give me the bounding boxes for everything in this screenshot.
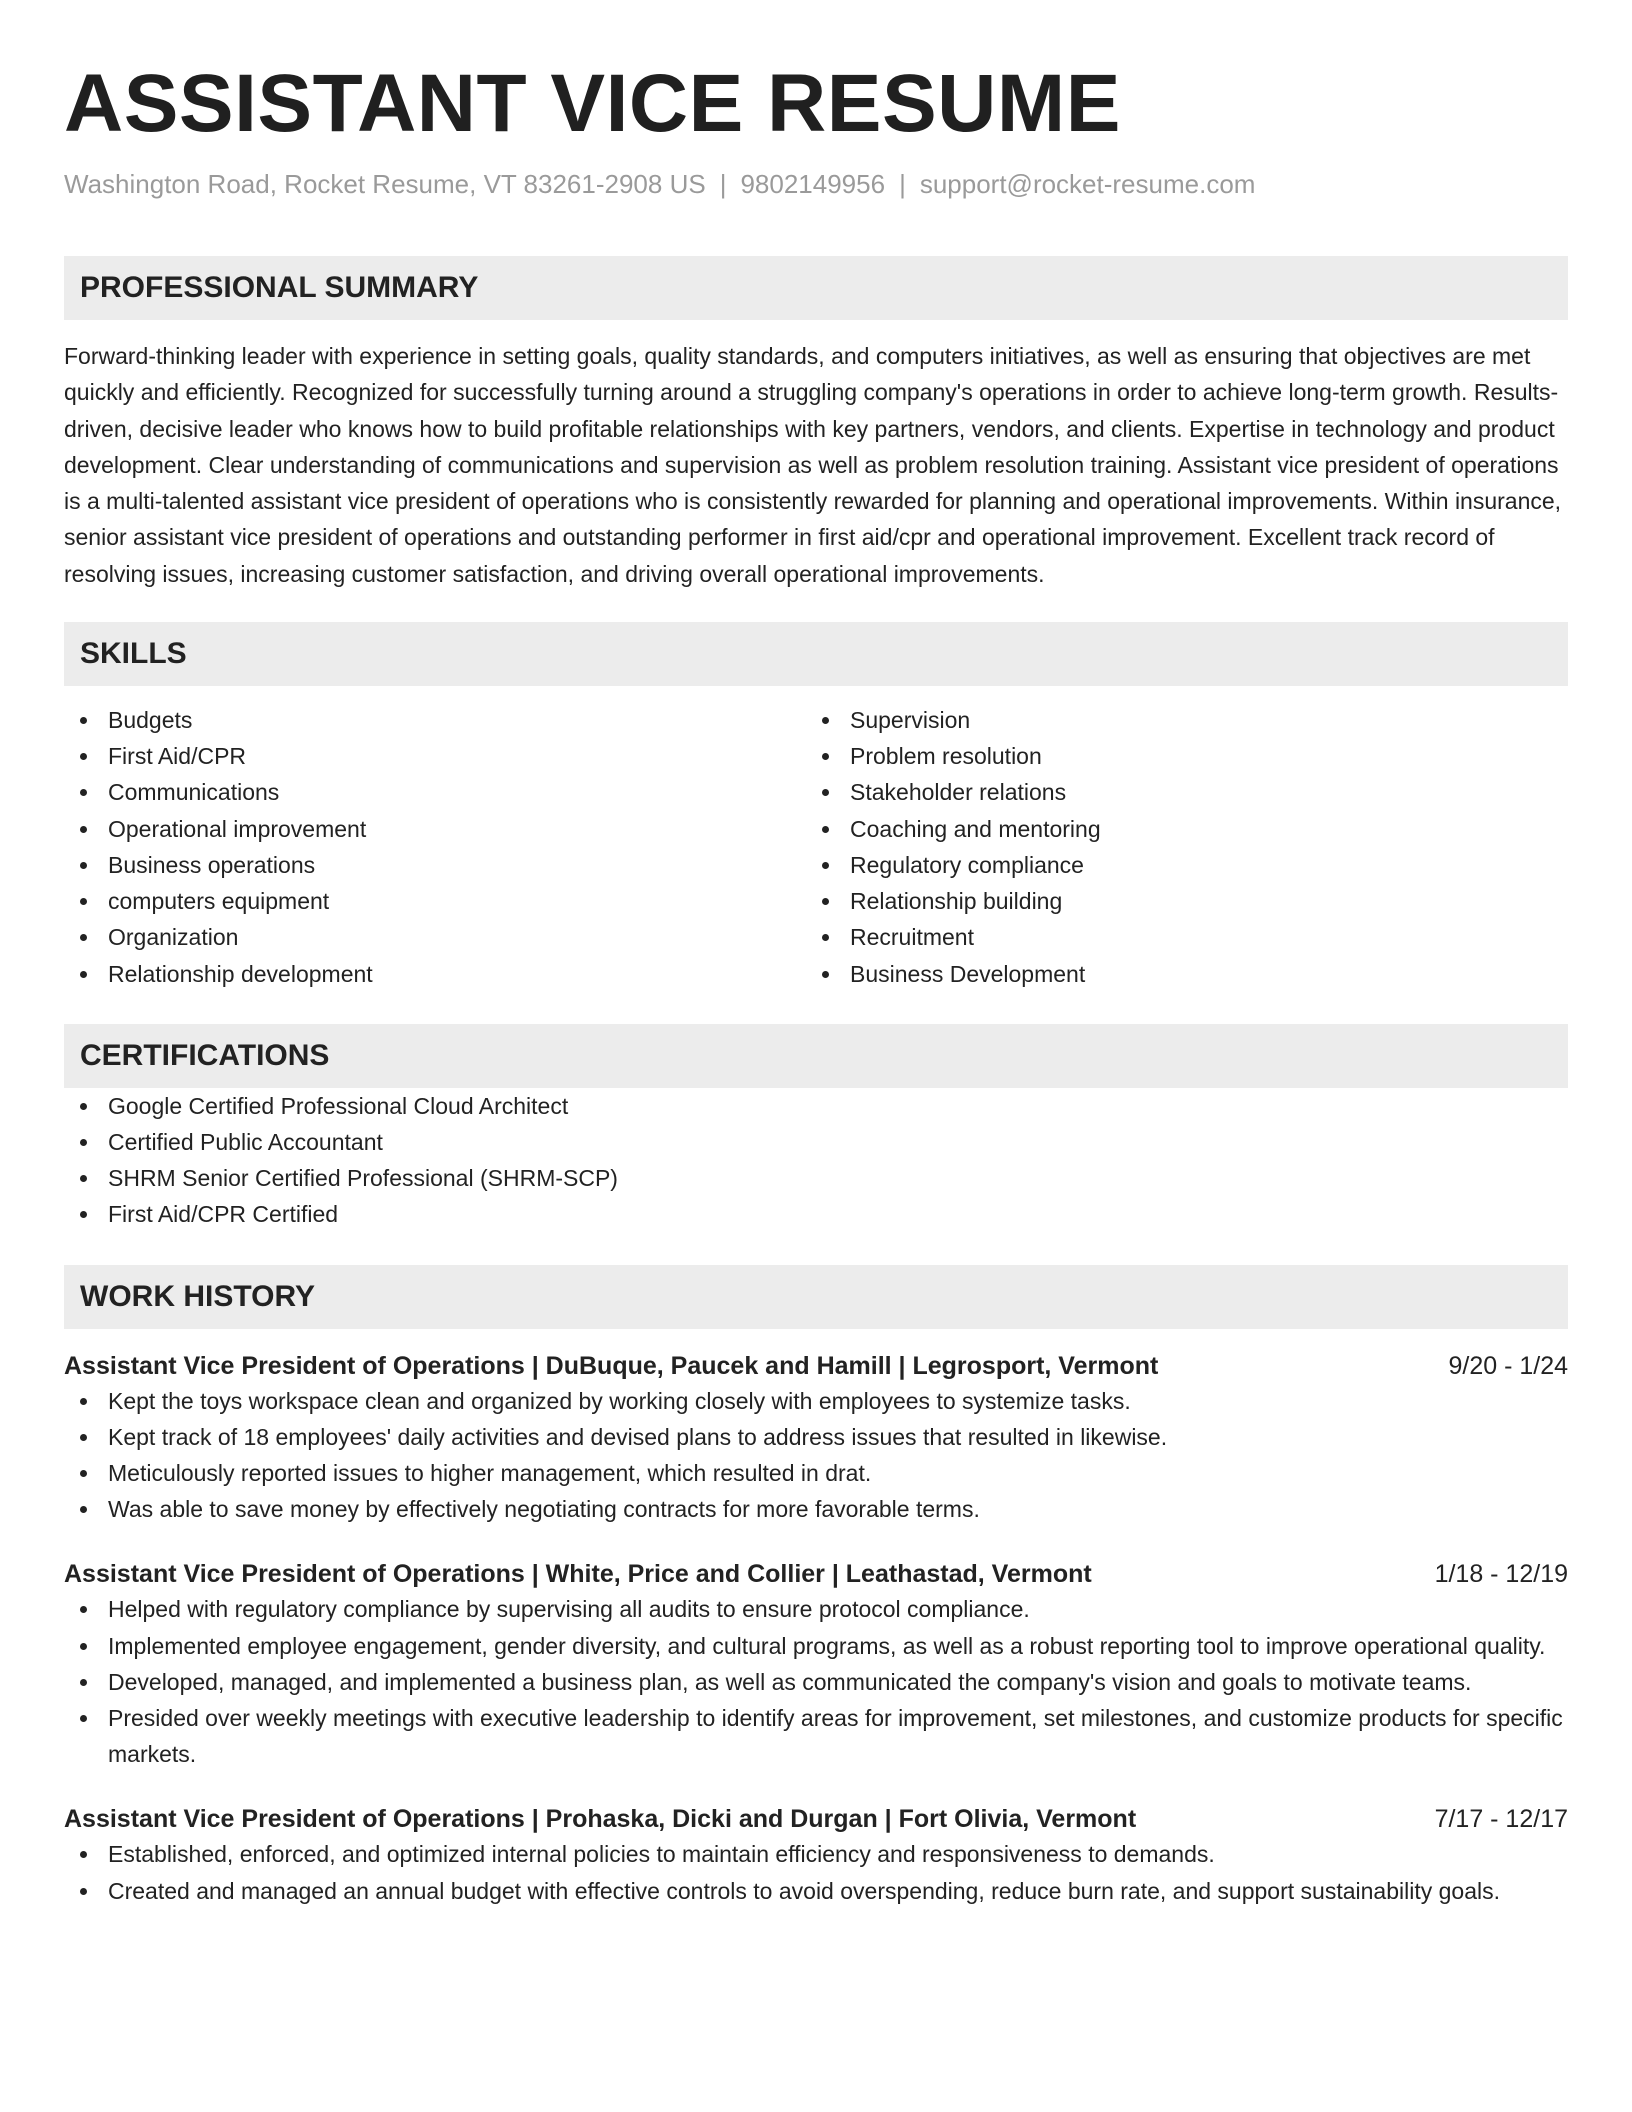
job-bullet: Established, enforced, and optimized internal policies to maintain efficiency and responsiveness to demands. xyxy=(64,1836,1568,1872)
skill-item: Relationship building xyxy=(806,883,1548,919)
skill-item: Organization xyxy=(64,919,806,955)
skill-item: Stakeholder relations xyxy=(806,774,1548,810)
skill-item: Communications xyxy=(64,774,806,810)
skill-item: Relationship development xyxy=(64,956,806,992)
certification-item: Certified Public Accountant xyxy=(64,1124,1568,1160)
job-entry xyxy=(64,1349,1568,1528)
job-entry xyxy=(64,1802,1568,1908)
skill-item: Budgets xyxy=(64,702,806,738)
job-bullet-list xyxy=(64,1591,1568,1772)
certifications-heading: CERTIFICATIONS xyxy=(64,1024,1568,1088)
work-history-section xyxy=(64,1265,1568,1909)
job-header xyxy=(64,1557,1568,1591)
job-title: Assistant Vice President of Operations | Prohaska, Dicki and Durgan | Fort Olivia, Vermont xyxy=(64,1805,1137,1834)
job-bullet-list xyxy=(64,1836,1568,1908)
skill-item: Business Development xyxy=(806,956,1548,992)
job-bullet: Presided over weekly meetings with executive leadership to identify areas for improvement, set milestones, and customize products for specific markets. xyxy=(64,1700,1568,1772)
job-title: Assistant Vice President of Operations | DuBuque, Paucek and Hamill | Legrosport, Vermont xyxy=(64,1351,1159,1380)
skill-item: First Aid/CPR xyxy=(64,738,806,774)
skill-item: Business operations xyxy=(64,847,806,883)
skills-grid xyxy=(64,702,1568,992)
job-bullet: Developed, managed, and implemented a business plan, as well as communicated the company's vision and goals to motivate teams. xyxy=(64,1664,1568,1700)
certification-item: SHRM Senior Certified Professional (SHRM-SCP) xyxy=(64,1160,1568,1196)
job-dates: 7/17 - 12/17 xyxy=(1434,1805,1568,1834)
summary-heading: PROFESSIONAL SUMMARY xyxy=(64,256,1568,320)
certification-item: First Aid/CPR Certified xyxy=(64,1196,1568,1232)
skill-item: Coaching and mentoring xyxy=(806,811,1548,847)
job-dates: 1/18 - 12/19 xyxy=(1434,1560,1568,1589)
skills-section xyxy=(64,622,1568,992)
job-bullet: Helped with regulatory compliance by supervising all audits to ensure protocol compliance. xyxy=(64,1591,1568,1627)
skill-item: Operational improvement xyxy=(64,811,806,847)
work-history-heading: WORK HISTORY xyxy=(64,1265,1568,1329)
skills-heading: SKILLS xyxy=(64,622,1568,686)
job-bullet: Kept the toys workspace clean and organized by working closely with employees to systemize tasks. xyxy=(64,1383,1568,1419)
skills-list-right xyxy=(806,702,1548,992)
contact-email: support@rocket-resume.com xyxy=(919,169,1256,199)
skill-item: Supervision xyxy=(806,702,1548,738)
job-entry xyxy=(64,1557,1568,1772)
job-title: Assistant Vice President of Operations | White, Price and Collier | Leathastad, Vermont xyxy=(64,1560,1092,1589)
contact-line xyxy=(64,166,1568,202)
job-dates: 9/20 - 1/24 xyxy=(1448,1351,1568,1380)
job-bullet: Was able to save money by effectively negotiating contracts for more favorable terms. xyxy=(64,1491,1568,1527)
contact-separator: | xyxy=(899,169,906,199)
certifications-section xyxy=(64,1024,1568,1233)
contact-separator: | xyxy=(719,169,727,199)
certifications-list xyxy=(64,1088,1568,1233)
job-bullet: Created and managed an annual budget with effective controls to avoid overspending, reduce burn rate, and support sustainability goals. xyxy=(64,1873,1568,1909)
summary-text: Forward-thinking leader with experience in setting goals, quality standards, and computers initiatives, as well as ensuring that objectives are met quickly and efficiently. Recognized for successfully turning around a struggling company's operations in order to achieve long-term growth. Results-driven, decisive leader who knows how to build profitable relationships with key partners, vendors, and clients. Expertise in technology and product development. Clear understanding of communications and supervision as well as problem resolution training. Assistant vice president of operations is a multi-talented assistant vice president of operations who is consistently rewarded for planning and operational improvements. Within insurance, senior assistant vice president of operations and outstanding performer in first aid/cpr and operational improvement. Excellent track record of resolving issues, increasing customer satisfaction, and driving overall operational improvements. xyxy=(64,343,1562,587)
job-header xyxy=(64,1349,1568,1383)
contact-address: Washington Road, Rocket Resume, VT 83261-2908 US xyxy=(64,169,706,199)
skill-item: Problem resolution xyxy=(806,738,1548,774)
contact-phone: 9802149956 xyxy=(740,169,886,199)
skill-item: Regulatory compliance xyxy=(806,847,1548,883)
skill-item: Recruitment xyxy=(806,919,1548,955)
summary-section xyxy=(64,256,1568,592)
job-bullet: Meticulously reported issues to higher management, which resulted in drat. xyxy=(64,1455,1568,1491)
job-bullet-list xyxy=(64,1383,1568,1528)
certification-item: Google Certified Professional Cloud Architect xyxy=(64,1088,1568,1124)
job-bullet: Implemented employee engagement, gender diversity, and cultural programs, as well as a robust reporting tool to improve operational quality. xyxy=(64,1628,1568,1664)
job-bullet: Kept track of 18 employees' daily activities and devised plans to address issues that resulted in likewise. xyxy=(64,1419,1568,1455)
job-header xyxy=(64,1802,1568,1836)
skill-item: computers equipment xyxy=(64,883,806,919)
skills-list-left xyxy=(64,702,806,992)
resume-title: ASSISTANT VICE RESUME xyxy=(64,58,1121,149)
